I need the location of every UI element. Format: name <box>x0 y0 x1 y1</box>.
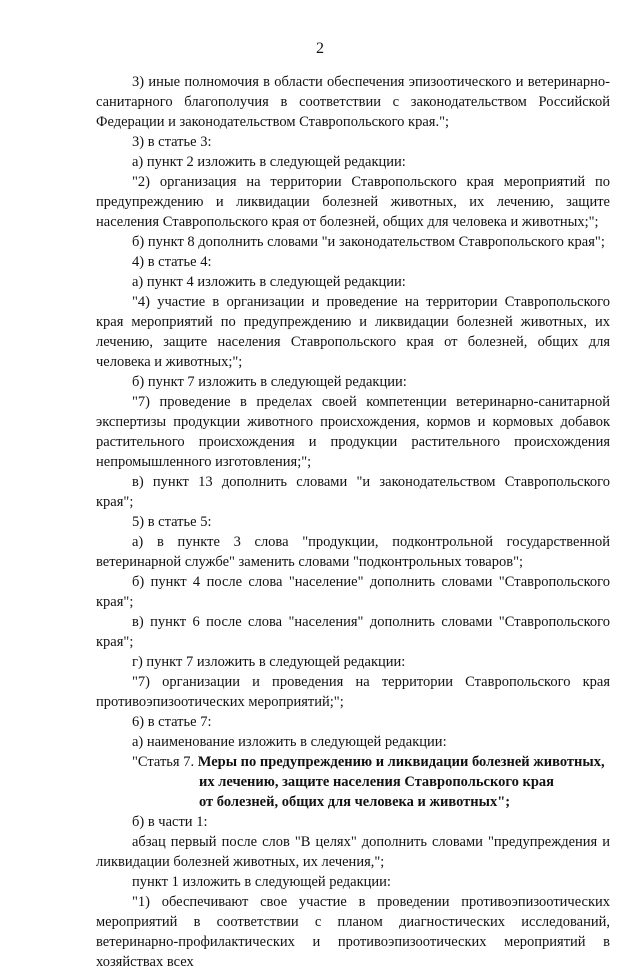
paragraph: 3) в статье 3: <box>132 134 212 150</box>
paragraph: 6) в статье 7: <box>132 714 212 730</box>
paragraph: в) пункт 6 после слова "населения" дополнить словами "Ставропольского края"; <box>96 614 610 650</box>
paragraph: а) пункт 4 изложить в следующей редакции: <box>132 274 406 290</box>
paragraph: г) пункт 7 изложить в следующей редакции: <box>132 654 406 670</box>
article-heading-prefix: "Статья 7. <box>132 754 195 770</box>
paragraph: в) пункт 13 дополнить словами "и законодательством Ставропольского края"; <box>96 474 610 510</box>
article-heading-line2: их лечению, защите населения Ставропольского края <box>199 774 555 790</box>
paragraph: а) в пункте 3 слова "продукции, подконтрольной государственной ветеринарной службе" заменить словами "подконтрольных товаров"; <box>96 534 610 570</box>
paragraph: б) пункт 8 дополнить словами "и законодательством Ставропольского края"; <box>132 234 605 250</box>
document-body <box>96 72 610 972</box>
paragraph: "4) участие в организации и проведение на территории Ставропольского края мероприятий по предупреждению и ликвидации болезней животных, их лечению, защите населения Ставропольского края от болезней, общих для человека и животных;"; <box>96 294 610 370</box>
paragraph: а) пункт 2 изложить в следующей редакции: <box>132 154 406 170</box>
paragraph: б) в части 1: <box>132 814 208 830</box>
paragraph: 5) в статье 5: <box>132 514 212 530</box>
paragraph: 4) в статье 4: <box>132 254 212 270</box>
paragraph: "1) обеспечивают свое участие в проведении противоэпизоотических мероприятий в соответствии с планом диагностических исследований, ветеринарно-профилактических и противоэпизоотических мероприятий в хозяйствах всех <box>96 894 610 970</box>
paragraph: б) пункт 4 после слова "население" дополнить словами "Ставропольского края"; <box>96 574 610 610</box>
article-heading-line3-text: от болезней, общих для человека и животных <box>199 794 498 810</box>
article-heading-line1: Меры по предупреждению и ликвидации болезней животных, <box>197 754 605 770</box>
paragraph: б) пункт 7 изложить в следующей редакции: <box>132 374 407 390</box>
paragraph: пункт 1 изложить в следующей редакции: <box>132 874 391 890</box>
paragraph: "2) организация на территории Ставропольского края мероприятий по предупреждению и ликвидации болезней животных, их лечению, защите населения Ставропольского края от болезней, общих для человека и животных;"; <box>96 174 610 230</box>
paragraph: "7) проведение в пределах своей компетенции ветеринарно-санитарной экспертизы продукции животного происхождения, кормов и кормовых добавок растительного происхождения и продукции растительного происхождения непромышленного изготовления;"; <box>96 394 610 470</box>
paragraph: "7) организации и проведения на территории Ставропольского края противоэпизоотических мероприятий;"; <box>96 674 610 710</box>
article-heading <box>96 752 610 812</box>
article-heading-line3 <box>132 792 610 812</box>
paragraph: 3) иные полномочия в области обеспечения эпизоотического и ветеринарно-санитарного благополучия в соответствии с законодательством Российской Федерации и законодательством Ставропольского края."; <box>96 74 610 130</box>
article-heading-suffix: "; <box>497 794 511 810</box>
page-number: 2 <box>316 40 324 57</box>
paragraph: абзац первый после слов "В целях" дополнить словами "предупреждения и ликвидации болезней животных, их лечения,"; <box>96 834 610 870</box>
paragraph: а) наименование изложить в следующей редакции: <box>132 734 447 750</box>
